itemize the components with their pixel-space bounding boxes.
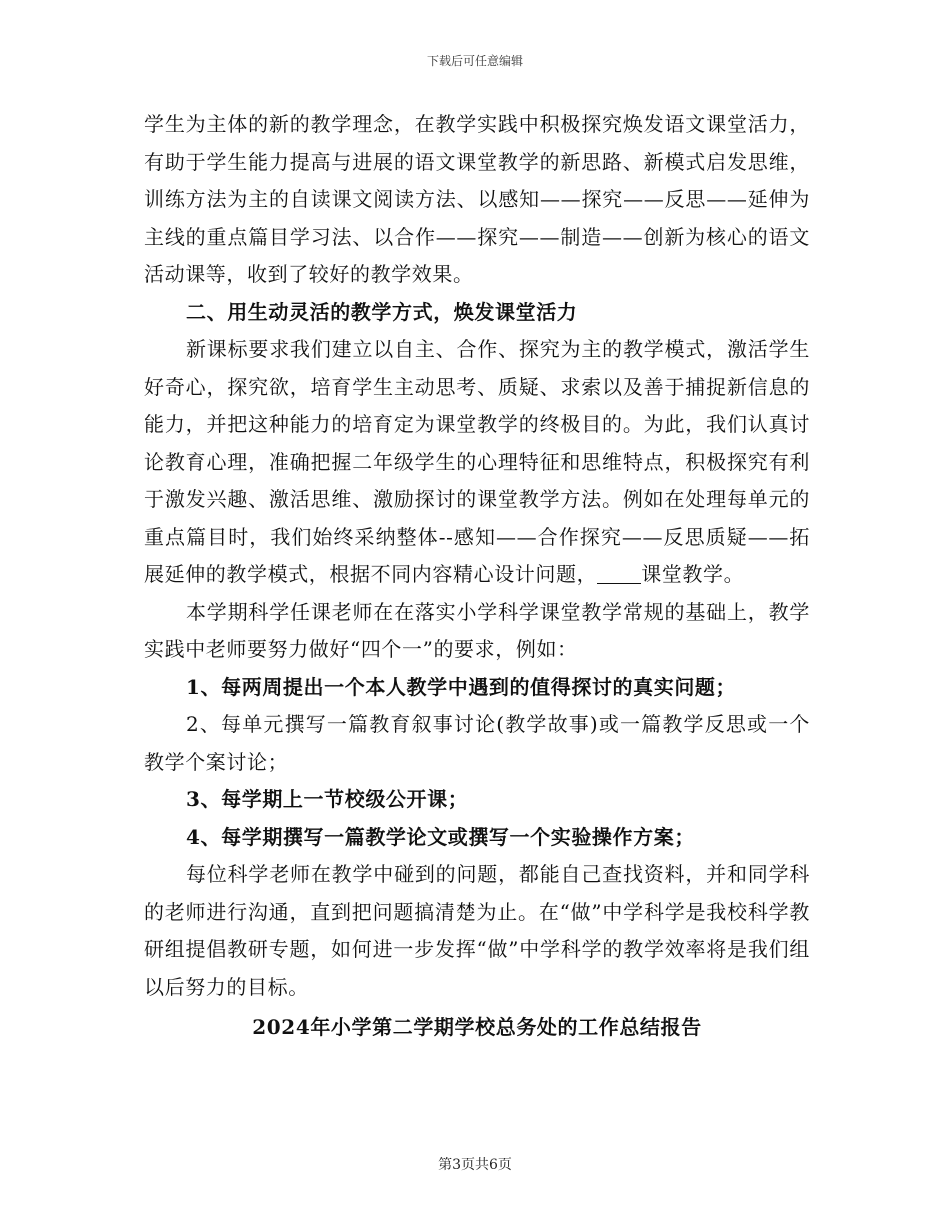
section-heading: 二、用生动灵活的教学方式，焕发课堂活力 [186, 299, 578, 324]
paragraph-text-after-blank: 课堂教学。 [641, 562, 745, 586]
paragraph-continuation: 学生为主体的新的教学理念，在教学实践中积极探究焕发语文课堂活力，有助于学生能力提高与进展的语文课堂教学的新思路、新模式启发思维，训练方法为主的自读课文阅读方法、以感知——探究——反思——延伸为主线的重点篇目学习法、以合作——探究——制造——创新为核心的语文活动课等，收到了较好的教学效果。 [144, 112, 810, 286]
page-body [144, 106, 810, 1047]
page-footer: 第3页共6页 [438, 1157, 512, 1173]
list-item-3: 3、每学期上一节校级公开课； [186, 787, 469, 811]
page-header: 下载后可任意编辑 [426, 54, 523, 68]
report-title: 2024年小学第二学期学校总务处的工作总结报告 [252, 1015, 702, 1039]
fill-in-blank [597, 565, 641, 584]
list-item-2: 2、每单元撰写一篇教育叙事讨论(教学故事)或一篇教学反思或一个教学个案讨论； [144, 712, 810, 774]
paragraph-science-teachers: 本学期科学任课老师在在落实小学科学课堂教学常规的基础上，教学实践中老师要努力做好“四个一”的要求，例如： [144, 599, 810, 661]
paragraph-problem-solving: 每位科学老师在教学中碰到的问题，都能自己查找资料，并和同学科的老师进行沟通，直到把问题搞清楚为止。在“做”中学科学是我校科学教研组提倡教研专题，如何进一步发挥“做”中学科学的教学效率将是我们组以后努力的目标。 [144, 862, 810, 999]
list-item-1: 1、每两周提出一个本人教学中遇到的值得探讨的真实问题； [186, 674, 737, 699]
paragraph-text-before-blank: 新课标要求我们建立以自主、合作、探究为主的教学模式，激活学生好奇心，探究欲，培育学生主动思考、质疑、求索以及善于捕捉新信息的能力，并把这种能力的培育定为课堂教学的终极目的。为此，我们认真讨论教育心理，准确把握二年级学生的心理特征和思维特点，积极探究有利于激发兴趣、激活思维、激励探讨的课堂教学方法。例如在处理每单元的重点篇目时，我们始终采纳整体--感知——合作探究——反思质疑——拓展延伸的教学模式，根据不同内容精心设计问题， [144, 337, 810, 586]
paragraph-teaching-methods [144, 331, 810, 594]
list-item-4: 4、每学期撰写一篇教学论文或撰写一个实验操作方案； [186, 824, 695, 849]
